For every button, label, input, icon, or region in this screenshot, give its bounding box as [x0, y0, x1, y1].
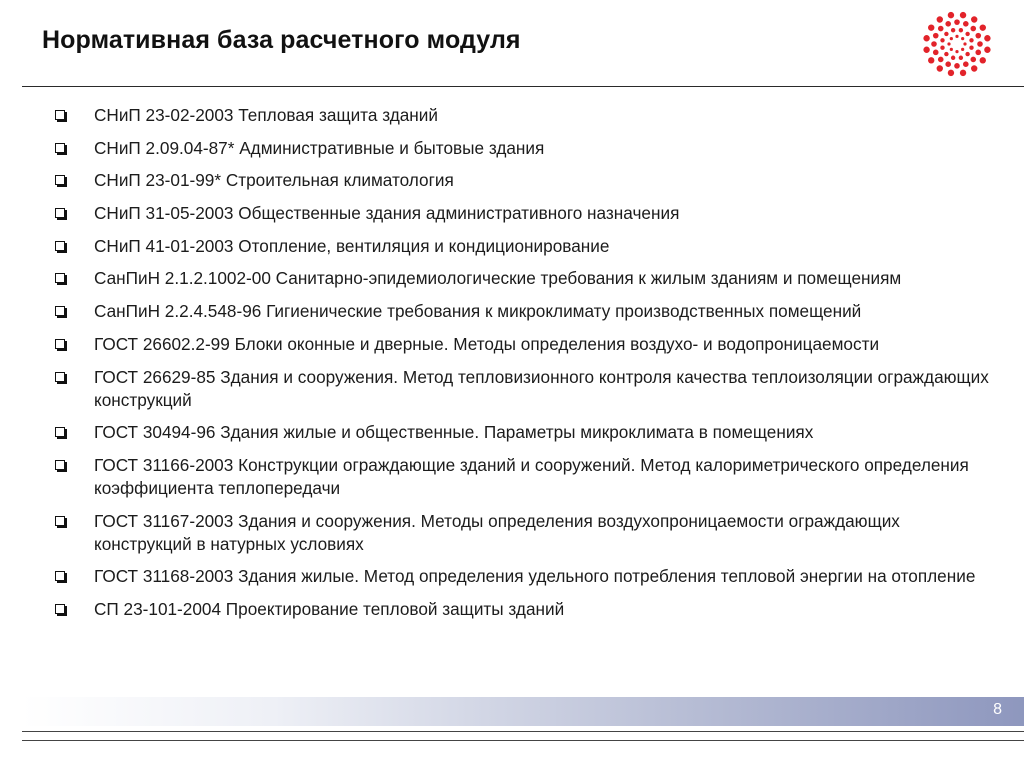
logo-dot	[950, 48, 953, 51]
logo-dot	[965, 52, 969, 56]
logo-dot	[965, 32, 969, 36]
logo-dot	[955, 50, 958, 53]
list-item-text: СНиП 2.09.04-87* Административные и бытовые здания	[94, 137, 545, 158]
logo-dot	[933, 50, 939, 56]
logo-dot	[963, 21, 969, 27]
logo-dot	[971, 16, 977, 22]
list-item	[54, 169, 994, 192]
square-bullet-icon	[55, 110, 65, 120]
logo-dot	[971, 65, 977, 71]
logo-dot	[970, 26, 976, 32]
logo-dot	[977, 41, 983, 47]
list-item	[54, 267, 994, 290]
logo-dot	[955, 35, 958, 38]
list-item-text: СНиП 31-05-2003 Общественные здания административного назначения	[94, 203, 680, 224]
square-bullet-icon	[55, 241, 65, 251]
logo-dot	[963, 61, 969, 67]
logo-dot	[970, 57, 976, 63]
logo-dot	[951, 28, 955, 32]
list-item	[54, 454, 994, 500]
list-item	[54, 366, 994, 412]
list-item	[54, 104, 994, 127]
logo-dot	[923, 35, 929, 41]
square-bullet-icon	[55, 143, 65, 153]
list-item	[54, 235, 994, 258]
red-dot-burst-logo-icon	[918, 8, 996, 80]
logo-dot	[950, 37, 953, 40]
list-item-text: ГОСТ 26602.2-99 Блоки оконные и дверные. Методы определения воздухо- и водопроницаемости	[94, 333, 880, 354]
logo-dot	[961, 48, 964, 51]
list-item-text: СНиП 23-02-2003 Тепловая защита зданий	[94, 105, 438, 125]
square-bullet-icon	[55, 604, 65, 614]
logo-dot	[959, 56, 963, 60]
logo-dot	[945, 21, 951, 27]
square-bullet-icon	[55, 427, 65, 437]
square-bullet-icon	[55, 273, 65, 283]
logo-dot	[938, 26, 944, 32]
title-divider	[22, 86, 1024, 87]
list-item-text: СП 23-101-2004 Проектирование тепловой защиты зданий	[94, 598, 565, 619]
logo-dot	[923, 47, 929, 53]
list-item	[54, 565, 994, 588]
logo-dot	[959, 28, 963, 32]
logo-dot	[948, 12, 954, 18]
page-number: 8	[993, 701, 1002, 718]
logo-dot	[960, 70, 966, 76]
logo-dot	[938, 57, 944, 63]
square-bullet-icon	[55, 208, 65, 218]
logo-dot	[928, 57, 934, 63]
logo-dot	[961, 37, 964, 40]
logo-dot	[954, 19, 960, 25]
footer-bar	[22, 697, 1024, 726]
square-bullet-icon	[55, 516, 65, 526]
list-item	[54, 300, 994, 323]
list-item-text: СНиП 41-01-2003 Отопление, вентиляция и кондиционирование	[94, 235, 610, 256]
list-item-text: СНиП 23-01-99* Строительная климатология	[94, 170, 454, 191]
logo-dot	[940, 38, 944, 42]
logo-dot	[951, 56, 955, 60]
logo-dot	[960, 12, 966, 18]
square-bullet-icon	[55, 372, 65, 382]
logo-dot	[944, 52, 948, 56]
square-bullet-icon	[55, 460, 65, 470]
square-bullet-icon	[55, 571, 65, 581]
logo-dot	[937, 16, 943, 22]
list-item	[54, 202, 994, 225]
list-item-text: СанПиН 2.2.4.548-96 Гигиенические требования к микроклимату производственных помещений	[94, 301, 862, 322]
list-item	[54, 598, 994, 621]
footer-divider-1	[22, 731, 1024, 732]
list-item-text: ГОСТ 31167-2003 Здания и сооружения. Методы определения воздухопроницаемости ограждающих конструкций в натурных условиях	[94, 510, 900, 554]
list-item-text: СанПиН 2.1.2.1002-00 Санитарно-эпидемиологические требования к жилым зданиям и помещениям	[94, 268, 902, 289]
logo-dot	[948, 70, 954, 76]
logo-dot	[984, 47, 990, 53]
list-item-text: ГОСТ 30494-96 Здания жилые и общественные. Параметры микроклимата в помещениях	[94, 422, 814, 443]
logo-dot	[954, 63, 960, 69]
logo-dot	[933, 33, 939, 39]
square-bullet-icon	[55, 339, 65, 349]
slide-title: Нормативная база расчетного модуля	[42, 26, 521, 54]
logo-dot	[975, 50, 981, 56]
list-item-text: ГОСТ 31168-2003 Здания жилые. Метод определения удельного потребления тепловой энергии на отопление	[94, 566, 976, 587]
list-item-text: ГОСТ 26629-85 Здания и сооружения. Метод тепловизионного контроля качества теплоизоляции ограждающих конструкций	[94, 366, 989, 410]
logo-dot	[947, 42, 950, 45]
logo-dot	[969, 45, 973, 49]
list-item-text: ГОСТ 31166-2003 Конструкции ограждающие зданий и сооружений. Метод калориметрического определения коэффициента теплопередачи	[94, 454, 969, 498]
list-item	[54, 137, 994, 160]
footer-divider-2	[22, 740, 1024, 741]
square-bullet-icon	[55, 306, 65, 316]
list-item	[54, 510, 994, 556]
regulations-list	[54, 104, 994, 631]
logo-dot	[963, 42, 966, 45]
logo-dot	[980, 24, 986, 30]
logo-dot	[937, 65, 943, 71]
logo-dot	[945, 61, 951, 67]
logo-dot	[984, 35, 990, 41]
logo-dot	[931, 41, 937, 47]
square-bullet-icon	[55, 175, 65, 185]
logo-dot	[975, 33, 981, 39]
list-item	[54, 333, 994, 356]
logo-dot	[969, 38, 973, 42]
list-item	[54, 421, 994, 444]
logo-dot	[944, 32, 948, 36]
logo-dot	[980, 57, 986, 63]
logo-dot	[928, 24, 934, 30]
logo-dot	[940, 45, 944, 49]
